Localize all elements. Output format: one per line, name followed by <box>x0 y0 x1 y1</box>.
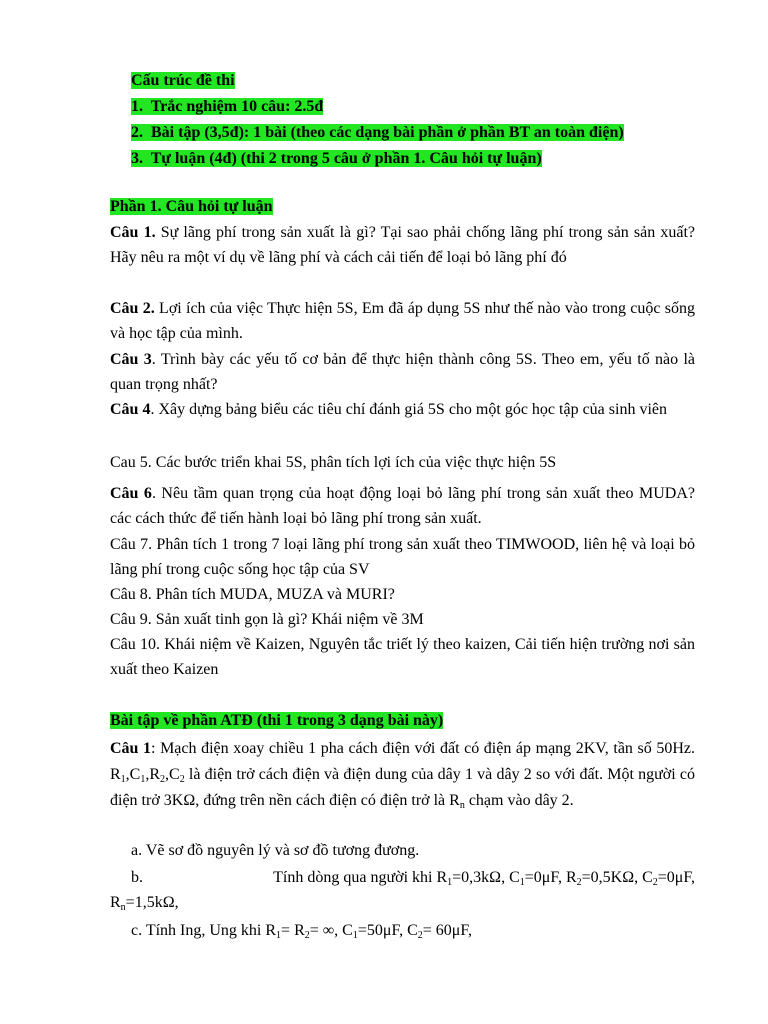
exam-structure-item-1: 1. Trắc nghiệm 10 câu: 2.5đ <box>131 98 324 115</box>
question-8 <box>110 582 695 607</box>
document-page: Cấu trúc đề thi 1. Trắc nghiệm 10 câu: 2.5đ 2. Bài tập (3,5đ): 1 bài (theo các dạng bài phần ở phần BT an toàn điện) 3. Tự luận (4đ) (thi 2 trong 5 câu ở phần 1. Câu hỏi tự luận) Phần 1. Câu hỏi tự luận Câu 1. Sự lãng phí trong sản xuất là gì? Tại sao phải chống lãng phí trong sản sản xuất? Hãy nêu ra một ví dụ về lãng phí và cách cải tiến để loại bỏ lãng phí đó Câu 2. Lợi ích của việc Thực hiện 5S, Em đã áp dụng 5S như thế nào vào trong cuộc sống và học tập của mình. Câu 3. Trình bày các yếu tố cơ bản để thực hiện thành công 5S. Theo em, yếu tố nào là quan trọng nhất? Câu 4. Xây dựng bảng biểu các tiêu chí đánh giá 5S cho một góc học tập của sinh viên Cau 5. Các bước triển khai 5S, phân tích lợi ích của việc thực hiện 5S Câu 6. Nêu tầm quan trọng của hoạt động loại bỏ lãng phí trong sản xuất theo MUDA? các cách thức để tiến hành loại bỏ lãng phí trong sản xuất. Câu 7. Phân tích 1 trong 7 loại lãng phí trong sản xuất theo TIMWOOD, liên hệ và loại bỏ lãng phí trong cuộc sống học tập của SV Câu 8. Phân tích MUDA, MUZA và MURI? Câu 9. Sản xuất tinh gọn là gì? Khái niệm về 3M Câu 10. Khái niệm về Kaizen, Nguyên tắc triết lý theo kaizen, Cải tiến hiện trường nơi sản xuất theo Kaizen Bài tập về phần ATĐ (thi 1 trong 3 dạng bài này) Câu 1: Mạch điện xoay chiều 1 pha cách điện với đất có điện áp mạng 2KV, tần số 50Hz. $R_1,C_1,R_2,C_2$ là điện trở cách điện và điện dung của dây 1 và dây 2 so với đất. Một người có điện trở 3KΩ, đứng trên nền cách điện có điện trở là $R_n$ chạm vào dây 2. a. Vẽ sơ đồ nguyên lý và sơ đồ tương đương. b. Tính dòng qua người khi $R_1=0,3k\Omega$, $C_1=0\mu F$, $R_2=0,5K\Omega$, $C_2=0\mu F$, $R_n=1,5k\Omega$, c. Tính Ing, Ung khi $R_1= R_2=$ ∞, $C_1=50\mu F$, $C_2= 60\mu F$, <box>0 0 768 1024</box>
sub-question-b: b. Tính dòng qua người khi $R_1=0,3k\Omega$, $C_1=0\mu F$, $R_2=0,5K\Omega$, $C_2=0\mu F$, <box>131 869 695 888</box>
question-4 <box>110 399 695 421</box>
question-1 <box>110 220 695 270</box>
exercise-1: Câu 1: Mạch điện xoay chiều 1 pha cách điện với đất có điện áp mạng 2KV, tần số 50Hz. $R_1,C_1,R_2,C_2$ là điện trở cách điện và điện dung của dây 1 và dây 2 so với đất. Một người có điện trở 3KΩ, đứng trên nền cách điện có điện trở là $R_n$ chạm vào dây 2. <box>110 740 695 811</box>
question-label: Câu 6 <box>110 485 152 502</box>
question-label: Câu 4 <box>110 401 151 418</box>
question-text: Câu 8. Phân tích MUDA, MUZA và MURI? <box>110 586 395 603</box>
question-text: Câu 10. Khái niệm về Kaizen, Nguyên tắc triết lý theo kaizen, Cải tiến hiện trường nơi sản xuất theo Kaizen <box>110 636 695 678</box>
part2-title: Bài tập về phần ATĐ (thi 1 trong 3 dạng bài này) <box>110 712 444 729</box>
question-9 <box>110 607 695 632</box>
question-label: Câu 1. <box>110 224 156 241</box>
exam-structure-item-3: 3. Tự luận (4đ) (thi 2 trong 5 câu ở phần 1. Câu hỏi tự luận) <box>131 150 542 167</box>
question-label: Câu 2. <box>110 300 155 317</box>
exam-structure-item-2: 2. Bài tập (3,5đ): 1 bài (theo các dạng bài phần ở phần BT an toàn điện) <box>131 124 624 141</box>
question-10 <box>110 632 695 682</box>
question-label: Câu 3 <box>110 351 152 368</box>
exam-structure-title: Cấu trúc đề thi <box>131 72 235 89</box>
exam-structure <box>131 68 624 172</box>
question-text: Lợi ích của việc Thực hiện 5S, Em đã áp dụng 5S như thế nào vào trong cuộc sống và học tập của mình. <box>110 300 695 342</box>
sub-question-a: a. Vẽ sơ đồ nguyên lý và sơ đồ tương đương. <box>131 842 420 859</box>
sub-question-c: c. Tính Ing, Ung khi $R_1= R_2=$ ∞, $C_1=50\mu F$, $C_2= 60\mu F$, <box>131 922 472 941</box>
question-3 <box>110 347 695 397</box>
question-text: Cau 5. Các bước triển khai 5S, phân tích lợi ích của việc thực hiện 5S <box>110 454 557 471</box>
question-text: Sự lãng phí trong sản xuất là gì? Tại sao phải chống lãng phí trong sản sản xuất? Hãy nêu ra một ví dụ về lãng phí và cách cải tiến để loại bỏ lãng phí đó <box>110 224 696 266</box>
question-text: Câu 9. Sản xuất tinh gọn là gì? Khái niệm về 3M <box>110 611 424 628</box>
question-6 <box>110 481 695 531</box>
question-5 <box>110 450 695 475</box>
question-2 <box>110 296 695 346</box>
question-text: . Trình bày các yếu tố cơ bản để thực hiện thành công 5S. Theo em, yếu tố nào là quan trọng nhất? <box>110 351 695 393</box>
part1-title: Phần 1. Câu hỏi tự luận <box>110 198 273 215</box>
question-text: . Xây dựng bảng biểu các tiêu chí đánh giá 5S cho một góc học tập của sinh viên <box>150 401 667 418</box>
question-7 <box>110 532 695 582</box>
question-label: Câu 1 <box>110 740 152 757</box>
question-text: . Nêu tầm quan trọng của hoạt động loại bỏ lãng phí trong sản xuất theo MUDA? các cách thức để tiến hành loại bỏ lãng phí trong sản xuất. <box>110 485 696 527</box>
question-text: Câu 7. Phân tích 1 trong 7 loại lãng phí trong sản xuất theo TIMWOOD, liên hệ và loại bỏ lãng phí trong cuộc sống học tập của SV <box>110 536 695 578</box>
